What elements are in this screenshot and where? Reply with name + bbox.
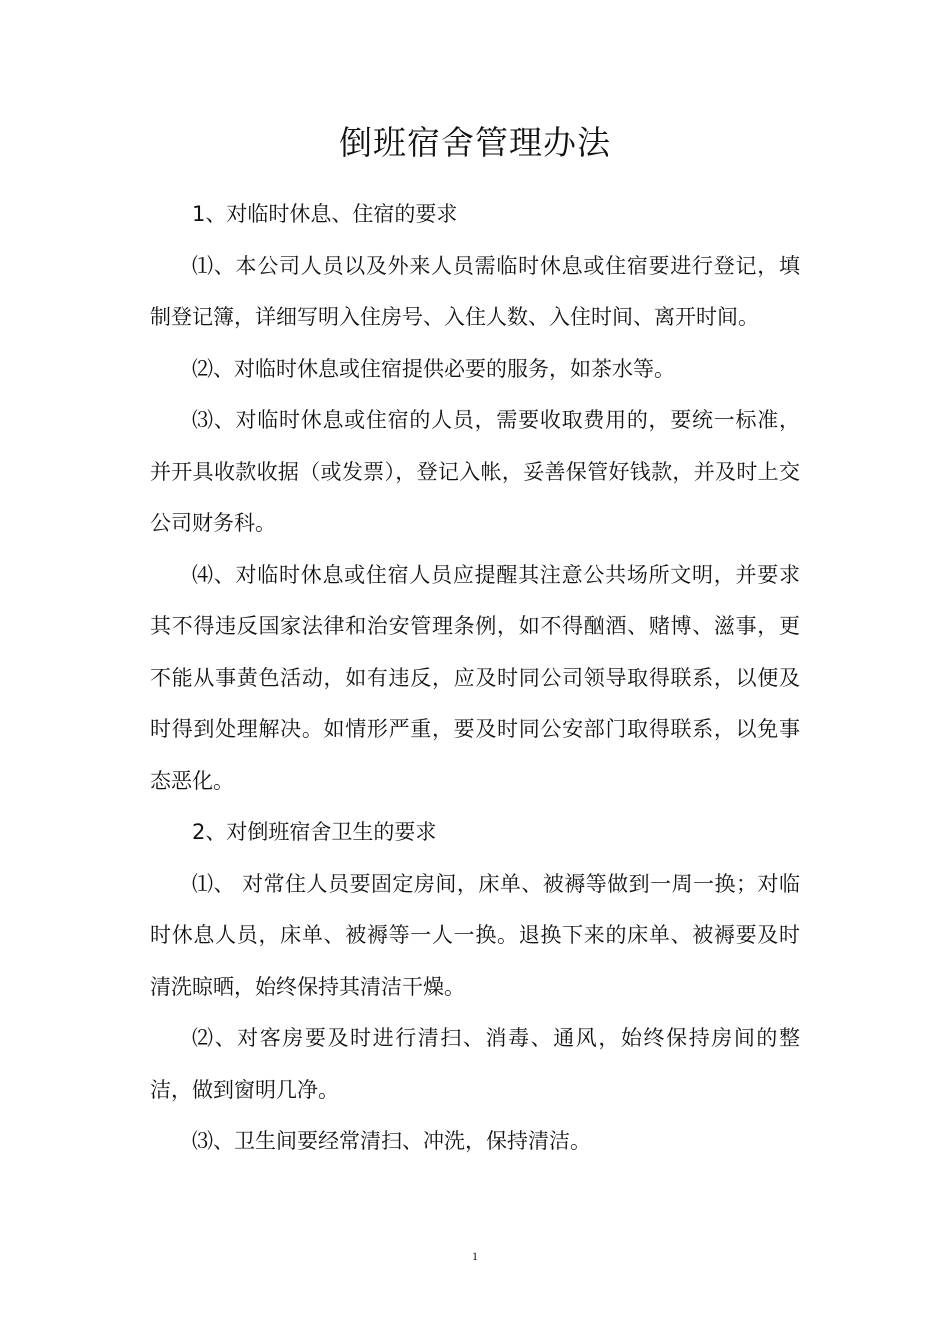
paragraph: ⑴、本公司人员以及外来人员需临时休息或住宿要进行登记，填制登记簿，详细写明入住房号、入住人数、入住时间、离开时间。	[150, 253, 800, 329]
paragraph: ⑶、对临时休息或住宿的人员，需要收取费用的，要统一标准，并开具收款收据（或发票），登记入帐，妥善保管好钱款，并及时上交公司财务科。	[150, 408, 800, 535]
document-title: 倒班宿舍管理办法	[339, 123, 611, 162]
section-heading-1: 1、对临时休息、住宿的要求	[192, 202, 458, 226]
paragraph: ⑵、对客房要及时进行清扫、消毒、通风，始终保持房间的整洁，做到窗明几净。	[150, 1026, 800, 1102]
section-heading-2: 2、对倒班宿舍卫生的要求	[192, 820, 437, 844]
document-body	[150, 189, 800, 1168]
paragraph: ⑶、卫生间要经常清扫、冲洗，保持清洁。	[192, 1129, 591, 1153]
paragraph: ⑵、对临时休息或住宿提供必要的服务，如茶水等。	[192, 356, 675, 381]
paragraph: ⑷、对临时休息或住宿人员应提醒其注意公共场所文明，并要求其不得违反国家法律和治安管理条例，如不得酗酒、赌博、滋事，更不能从事黄色活动，如有违反，应及时同公司领导取得联系，以便及时得到处理解决。如情形严重，要及时同公安部门取得联系，以免事态恶化。	[150, 562, 800, 793]
paragraph: ⑴、 对常住人员要固定房间，床单、被褥等做到一周一换；对临时休息人员，床单、被褥等一人一换。退换下来的床单、被褥要及时清洗晾晒，始终保持其清洁干燥。	[150, 871, 800, 999]
page-number: 1	[472, 1249, 478, 1263]
